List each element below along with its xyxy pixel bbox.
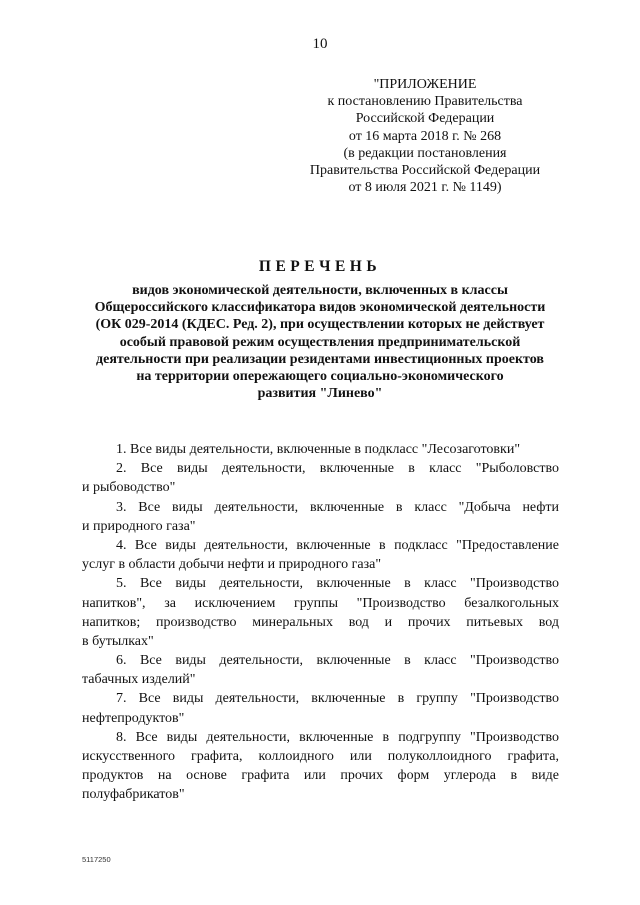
appendix-line: от 8 июля 2021 г. № 1149) <box>348 180 502 196</box>
item-line: и природного газа" <box>82 518 196 534</box>
item-line: в бутылках" <box>82 633 154 649</box>
appendix-line: Правительства Российской Федерации <box>309 163 541 179</box>
item-line: табачных изделий" <box>82 672 196 688</box>
title-line: (ОК 029-2014 (КДЕС. Ред. 2), при осуществлении которых не действует <box>95 317 545 333</box>
item-line: напитков", за исключением группы "Производство безалкогольных <box>82 595 559 611</box>
item-line: нефтепродуктов" <box>82 710 185 726</box>
list-item <box>82 440 559 459</box>
item-line: 1. Все виды деятельности, включенные в подкласс "Лесозаготовки" <box>116 442 521 457</box>
list-item <box>82 498 559 536</box>
list-item <box>82 536 559 574</box>
activity-list <box>82 440 559 805</box>
title-line: на территории опережающего социально-экономического <box>136 369 504 385</box>
item-line: продуктов на основе графита или прочих форм углерода в виде <box>82 768 559 784</box>
list-item <box>82 651 559 689</box>
item-line: 6. Все виды деятельности, включенные в класс "Производство <box>116 653 559 669</box>
list-item <box>82 728 559 805</box>
list-item <box>82 574 559 651</box>
item-line: 8. Все виды деятельности, включенные в подгруппу "Производство <box>116 729 559 745</box>
item-line: услуг в области добычи нефти и природного газа" <box>82 557 382 573</box>
list-item <box>82 689 559 727</box>
item-line: 3. Все виды деятельности, включенные в класс "Добыча нефти <box>116 499 559 515</box>
title-line: деятельности при реализации резидентами инвестиционных проектов <box>96 351 544 367</box>
item-line: напитков; производство минеральных вод и прочих питьевых вод <box>82 614 559 630</box>
title-line: Общероссийского классификатора видов экономической деятельности <box>94 300 546 316</box>
document-code: 5117250 <box>82 855 111 864</box>
document-heading: ПЕРЕЧЕНЬ <box>258 258 382 275</box>
appendix-line: от 16 марта 2018 г. № 268 <box>348 128 502 144</box>
item-line: полуфабрикатов" <box>82 787 185 803</box>
document-title <box>60 282 580 402</box>
item-line: 2. Все виды деятельности, включенные в класс "Рыболовство <box>116 461 559 477</box>
appendix-line: к постановлению Правительства <box>327 94 523 110</box>
item-line: искусственного графита, коллоидного или полуколлоидного графита, <box>82 749 559 764</box>
appendix-line: Российской Федерации <box>355 111 495 127</box>
appendix-header <box>290 76 560 196</box>
appendix-line: "ПРИЛОЖЕНИЕ <box>373 77 477 92</box>
list-item <box>82 459 559 497</box>
page-number: 10 <box>312 36 328 52</box>
title-line: видов экономической деятельности, включенных в классы <box>132 283 508 298</box>
item-line: 4. Все виды деятельности, включенные в подкласс "Предоставление <box>116 537 559 553</box>
item-line: 5. Все виды деятельности, включенные в класс "Производство <box>116 576 559 592</box>
item-line: и рыбоводство" <box>82 480 176 496</box>
item-line: 7. Все виды деятельности, включенные в группу "Производство <box>116 691 559 707</box>
appendix-line: (в редакции постановления <box>343 145 507 161</box>
title-line: особый правовой режим осуществления предпринимательской <box>119 334 521 350</box>
title-line: развития "Линево" <box>257 386 383 402</box>
